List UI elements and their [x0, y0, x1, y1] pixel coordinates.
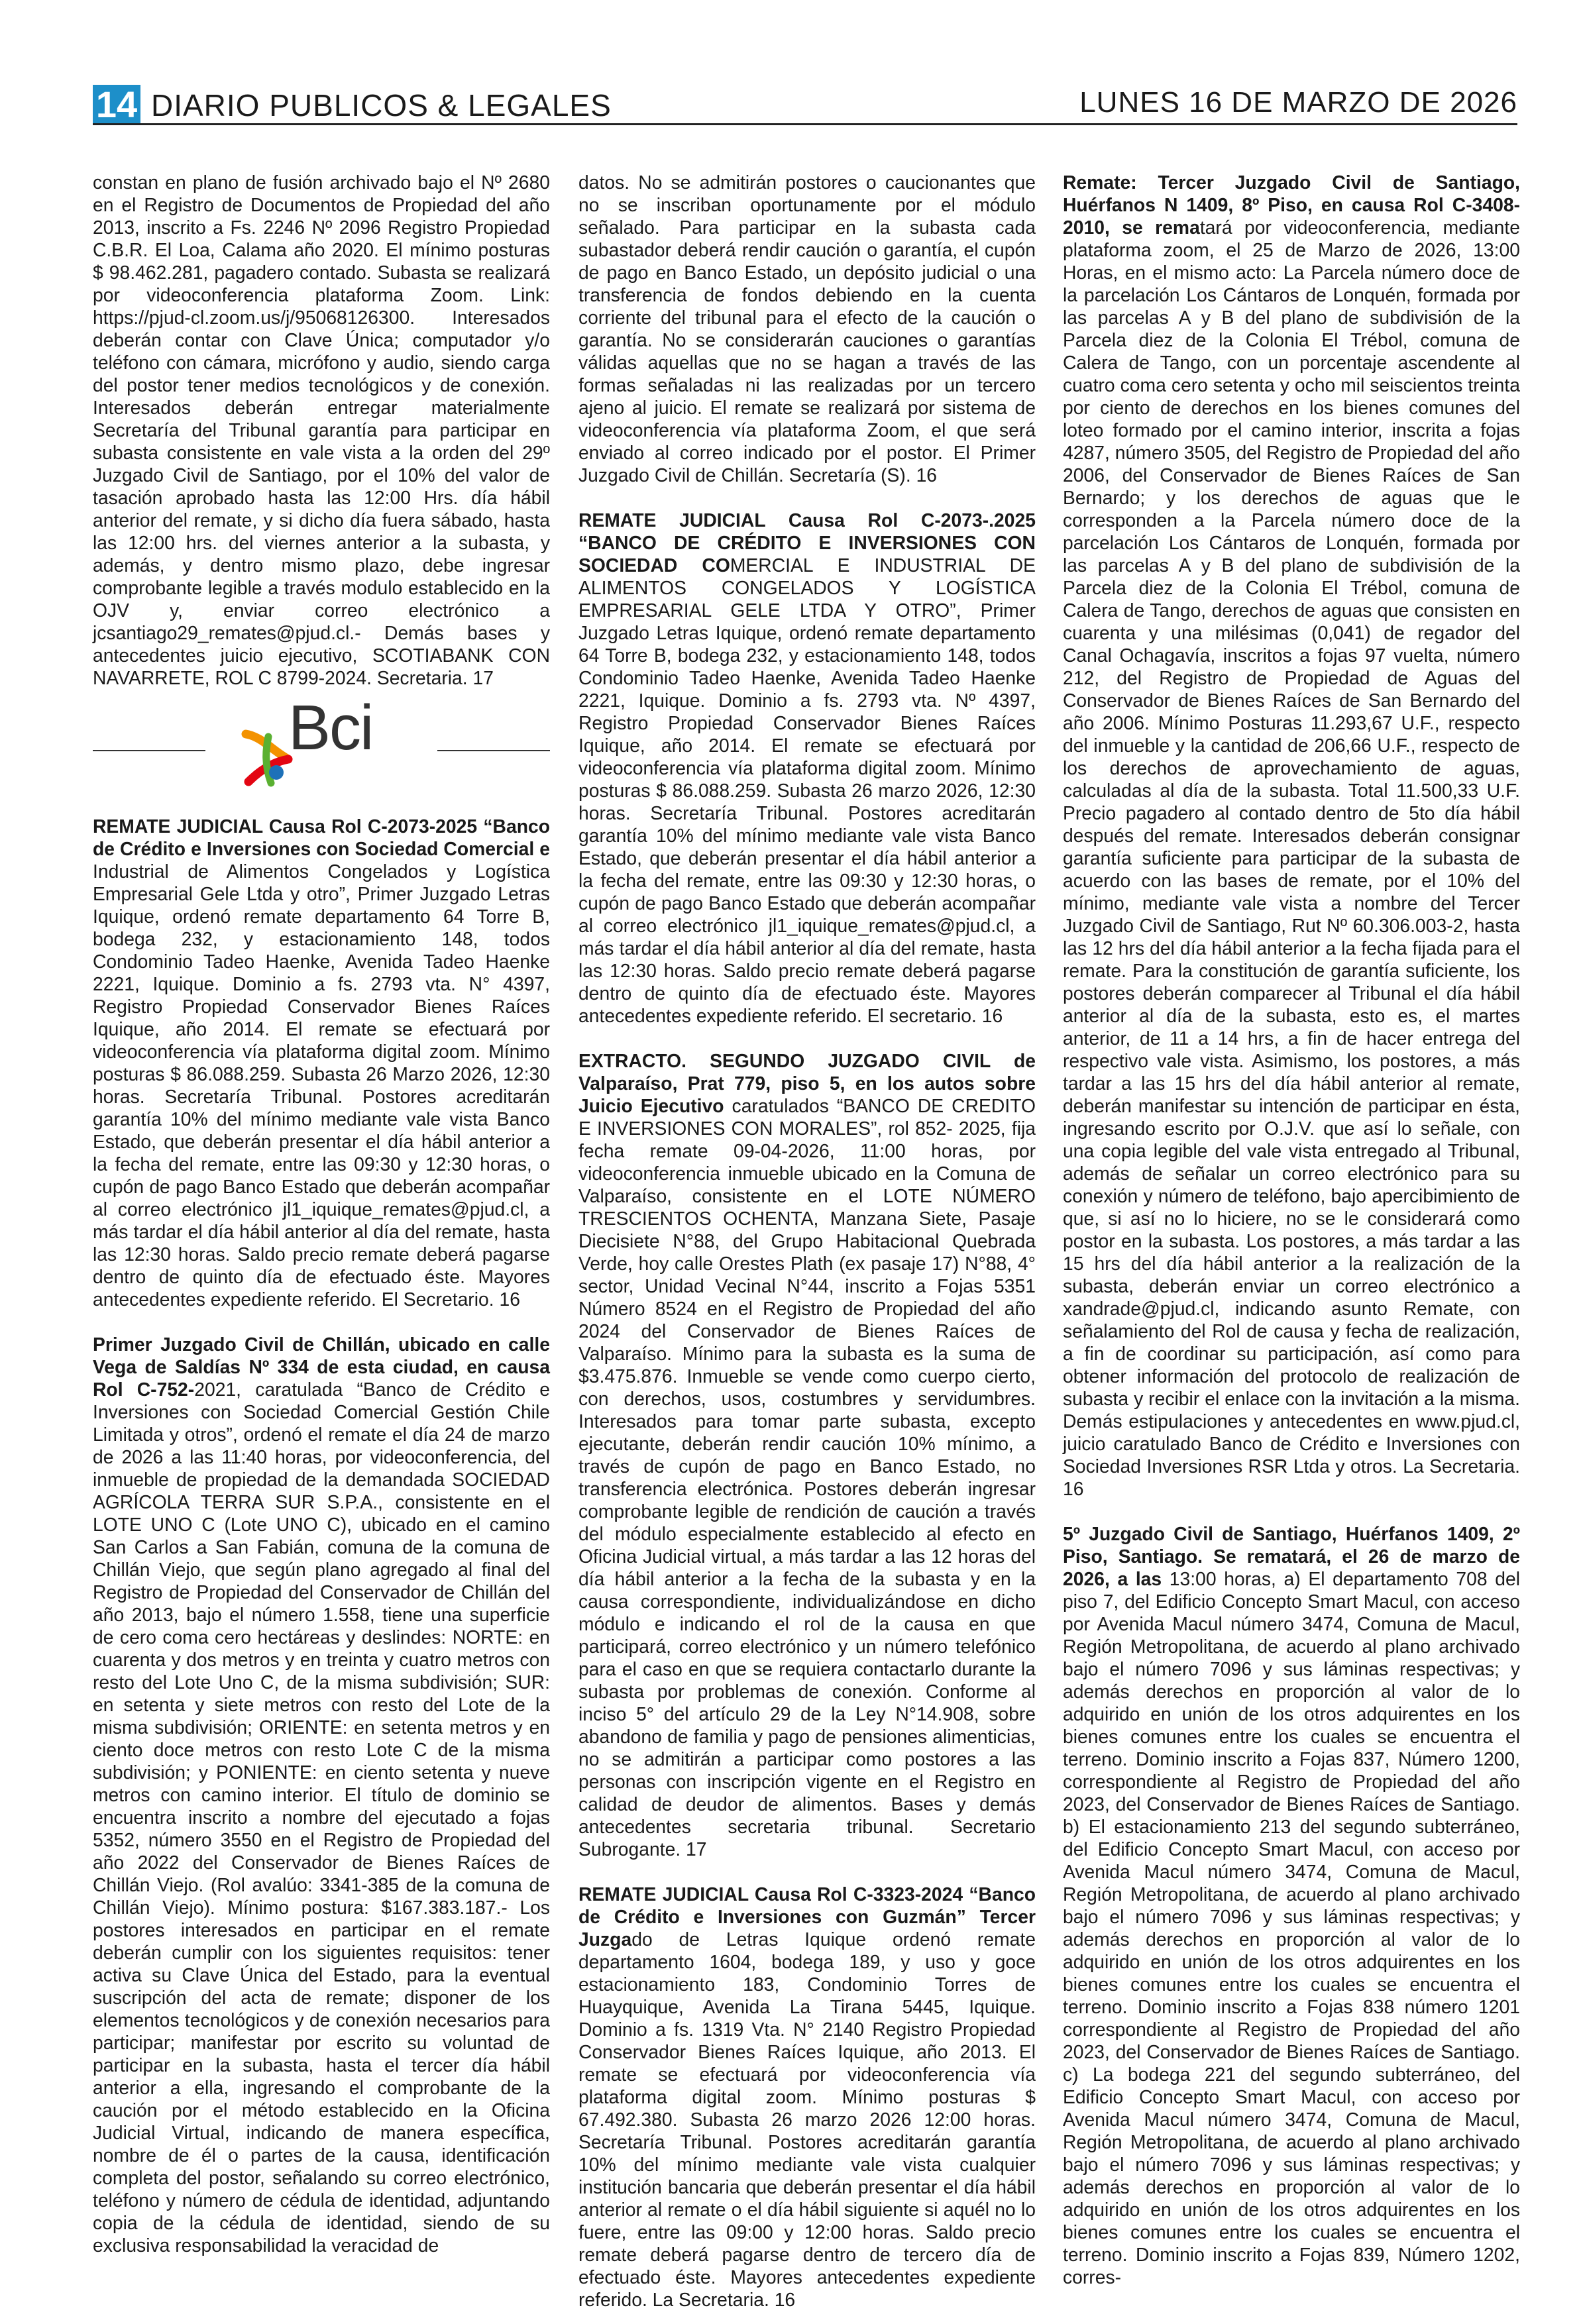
legal-notice — [93, 815, 550, 1310]
column-3 — [1063, 171, 1520, 2288]
legal-notice — [93, 171, 550, 689]
notice-title: 5º Juzgado Civil de Santiago, Huérfanos 1409, 2º Piso, Santiago. Se rematará, el 26 de marzo de 2026, a las — [1063, 1523, 1520, 1589]
column-2 — [578, 171, 1036, 2310]
notice-title: EXTRACTO. SEGUNDO JUZGADO CIVIL de Valparaíso, Prat 779, piso 5, en los autos sobre Juicio Ejecutivo — [578, 1050, 1036, 1116]
legal-notice — [578, 1883, 1036, 2311]
notice-body: do de Letras Iquique ordenó remate departamento 1604, bodega 189, y uso y goce estacionamiento 183, Condominio Torres de Huayquique, Avenida La Tirana 5445, Iquique. Dominio a fs. 1319 Vta. N° 2140 Registro Propiedad Conservador Bienes Raíces Iquique, año 2013. El remate se efectuará por videoconferencia vía plataforma digital zoom. Mínimo posturas $ 67.492.380. Subasta 26 marzo 2026 12:00 horas. Secretaría Tribunal. Postores acreditarán garantía 10% del mínimo mediante vale vista cualquier institución bancaria que deberán presentar el día hábil anterior al remate o el día hábil siguiente si aquél no lo fuere, entre las 09:00 y 12:00 horas. Saldo precio remate deberá pagarse dentro de tercero día de efectuado éste. Mayores antecedentes expediente referido. La Secretaria. 16 — [578, 1928, 1036, 2310]
notice-body: Industrial de Alimentos Congelados y Logística Empresarial Gele Ltda y otro”, Primer Juzgado Letras Iquique, ordenó remate departamento 64 Torre B, bodega 232, y estacionamiento 148, todos Condominio Tadeo Haenke, Avenida Tadeo Haenke 2221, Iquique. Dominio a fs. 2793 vta. N° 4397, Registro Propiedad Conservador Bienes Raíces Iquique, año 2014. El remate se efectuará por videoconferencia vía plataforma digital zoom. Mínimo posturas $ 86.088.259. Subasta 26 Marzo 2026, 12:30 horas. Secretaría Tribunal. Postores acreditarán garantía 10% del mínimo mediante vale vista Banco Estado, que deberán presentar el día hábil anterior a la fecha del remate, entre las 09:30 y 12:30 horas, o cupón de pago Banco Estado que deberán acompañar al correo electrónico jl1_iquique_remates@pjud.cl, a más tardar el día hábil anterior al día del remate, hasta las 12:30 horas. Saldo precio remate deberá pagarse dentro de quinto día de efectuado éste. Mayores antecedentes expediente referido. El Secretario. 16 — [93, 861, 550, 1310]
notice-body: 13:00 horas, a) El departamento 708 del piso 7, del Edificio Concepto Smart Macul, con acceso por Avenida Macul número 3474, Comuna de Macul, Región Metropolitana, de acuerdo al plano archivado bajo el número 7096 y sus láminas respectivas; y además derechos en proporción al valor de lo adquirido en unión de los otros adquirentes en los bienes comunes entre los cuales se encuentra el terreno. Dominio inscrito a Fojas 837, Número 1200, correspondiente al Registro de Propiedad del año 2023, del Conservador de Bienes Raíces de Santiago. b) El estacionamiento 213 del segundo subterráneo, del Edificio Concepto Smart Macul, con acceso por Avenida Macul número 3474, Comuna de Macul, Región Metropolitana, de acuerdo al plano archivado bajo el número 7096 y sus láminas respectivas; y además derechos en proporción al valor de lo adquirido en unión de los otros adquirentes en los bienes comunes entre los cuales se encuentra el terreno. Dominio inscrito a Fojas 838 número 1201 correspondiente al Registro de Propiedad del año 2023, del Conservador de Bienes Raíces de Santiago. c) La bodega 221 del segundo subterráneo, del Edificio Concepto Smart Macul, con acceso por Avenida Macul número 3474, Comuna de Macul, Región Metropolitana, de acuerdo al plano archivado bajo el número 7096 y sus láminas respectivas; y además derechos en proporción al valor de lo adquirido en unión de los otros adquirentes en los bienes comunes entre los cuales se encuentra el terreno. Dominio inscrito a Fojas 839, Número 1202, corres- — [1063, 1568, 1520, 2288]
notice-body: constan en plano de fusión archivado bajo el Nº 2680 en el Registro de Documentos de Propiedad del año 2013, inscrito a Fs. 2246 Nº 2096 Registro Propiedad C.B.R. El Loa, Calama año 2020. El mínimo posturas $ 98.462.281, pagadero contado. Subasta se realizará por videoconferencia plataforma Zoom. Link: https://pjud-cl.zoom.us/j/95068126300. Interesados deberán contar con Clave Única; computador y/o teléfono con cámara, micrófono y audio, siendo carga del postor tener medios tecnológicos y de conexión. Interesados deberán entregar materialmente Secretaría del Tribunal garantía para participar en subasta consistente en vale vista a la orden del 29º Juzgado Civil de Santiago, por el 10% del valor de tasación aprobado hasta las 12:00 Hrs. día hábil anterior del remate, y si dicho día fuera sábado, hasta las 12:00 hrs. del viernes anterior a la subasta, y además, y dentro mismo plazo, debe ingresar comprobante legible a través modulo establecido en la OJV y, enviar correo electrónico a jcsantiago29_remates@pjud.cl.- Demás bases y antecedentes juicio ejecutivo, SCOTIABANK CON NAVARRETE, ROL C 8799-2024. Secretaria. 17 — [93, 172, 550, 688]
notice-title: REMATE JUDICIAL Causa Rol C-2073-.2025 “BANCO DE CRÉDITO E INVERSIONES CON SOCIEDAD CO — [578, 509, 1036, 576]
legal-notice — [578, 171, 1036, 486]
notice-body: 2021, caratulada “Banco de Crédito e Inversiones con Sociedad Comercial Gestión Chile Limitada y otros”, ordenó el remate el día 24 de marzo de 2026 a las 11:40 horas, por videoconferencia, del inmueble de propiedad de la demandada SOCIEDAD AGRÍCOLA TERRA SUR S.P.A., consistente en el LOTE UNO C (Lote UNO C), ubicado en el camino San Carlos a San Fabián, comuna de la comuna de Chillán Viejo, que según plano agregado al final del Registro de Propiedad del Conservador de Chillán del año 2013, bajo el número 1.558, tiene una superficie de cero coma cero hectáreas y deslindes: NORTE: en cuarenta y dos metros y en treinta y cuatro metros con resto del Lote Uno C, de la misma subdivisión; SUR: en setenta y siete metros con resto del Lote de la misma subdivisión; ORIENTE: en setenta metros y en ciento doce metros con resto Lote C de la misma subdivisión; y PONIENTE: en ciento setenta y nueve metros con camino interior. El título de dominio se encuentra inscrito a nombre del ejecutado a fojas 5352, número 3550 en el Registro de Propiedad del año 2022 del Conservador de Bienes Raíces de Chillán Viejo. (Rol avalúo: 3341-385 de la comuna de Chillán Viejo). Mínimo postura: $167.383.187.- Los postores interesados en participar en el remate deberán cumplir con los siguientes requisitos: tener activa su Clave Única del Estado, para la eventual suscripción del acta de remate; disponer de los elementos tecnológicos y de conexión necesarios para participar; manifestar por escrito su voluntad de participar en la subasta, hasta el tercer día hábil anterior a ella, ingresando el comprobante de la caución por el método establecido en la Oficina Judicial Virtual, indicando de manera específica, nombre de él o partes de la causa, identificación completa del postor, señalando su correo electrónico, teléfono y número de cédula de identidad, adjuntando copia de la cédula de identidad, siendo de su exclusiva responsabilidad la veracidad de — [93, 1379, 551, 2256]
page-number: 14 — [93, 85, 140, 125]
legal-notice — [578, 509, 1036, 1027]
logo-rule-right — [437, 750, 550, 751]
header-rule — [93, 123, 1517, 125]
legal-notice — [93, 1333, 550, 2256]
issue-date: LUNES 16 DE MARZO DE 2026 — [1079, 86, 1517, 119]
logo-dot-blue — [269, 765, 284, 780]
bci-x-icon — [242, 730, 295, 790]
notice-body: MERCIAL E INDUSTRIAL DE ALIMENTOS CONGELADOS Y LOGÍSTICA EMPRESARIAL GELE LTDA Y OTRO”, Primer Juzgado Letras Iquique, ordenó remate departamento 64 Torre B, bodega 232, y estacionamiento 148, todos Condominio Tadeo Haenke, Avenida Tadeo Haenke 2221, Iquique. Dominio a fs. 2793 vta. Nº 4397, Registro Propiedad Conservador Bienes Raíces Iquique, año 2014. El remate se efectuará por videoconferencia vía plataforma digital zoom. Mínimo posturas $ 86.088.259. Subasta 26 marzo 2026, 12:30 horas. Secretaría Tribunal. Postores acreditarán garantía 10% del mínimo mediante vale vista Banco Estado, que deberán presentar el día hábil anterior a la fecha del remate, entre las 09:30 y 12:30 horas, o cupón de pago Banco Estado que deberán acompañar al correo electrónico jl1_iquique_remates@pjud.cl, a más tardar el día hábil anterior al día del remate, hasta las 12:30 horas. Saldo precio remate deberá pagarse dentro de quinto día de efectuado éste. Mayores antecedentes expediente referido. El secretario. 16 — [578, 555, 1036, 1026]
legal-notice — [1063, 171, 1520, 1500]
bci-wordmark: Bci — [288, 692, 373, 763]
bci-logo-mark — [242, 692, 401, 783]
notice-body: caratulados “BANCO DE CREDITO E INVERSIONES CON MORALES”, rol 852- 2025, fija fecha remate 09-04-2026, 11:00 horas, por videoconferencia inmueble ubicado en la Comuna de Valparaíso, consistente en el LOTE NÚMERO TRESCIENTOS OCHENTA, Manzana Siete, Pasaje Diecisiete N°88, del Grupo Habitacional Quebrada Verde, hoy calle Orestes Plath (ex pasaje 17) N°88, 4° sector, Unidad Vecinal N°44, inscrito a Fojas 5351 Número 8524 en el Registro de Propiedad del año 2024 del Conservador de Bienes Raíces de Valparaíso. Mínimo para la subasta es la suma de $3.475.876. Inmueble se vende como cuerpo cierto, con derechos, usos, costumbres y servidumbres. Interesados para tomar parte subasta, excepto ejecutante, deberán rendir caución 10% mínimo, a través de cupón de pago en Banco Estado, no transferencia electrónica. Postores deberán ingresar comprobante legible de rendición de caución a través del módulo especialmente establecido al efecto en Oficina Judicial virtual, a más tardar a las 12 horas del día hábil anterior a la fecha de la subasta y en la causa correspondiente, individualizándose en dicho módulo e indicando el rol de la causa en que participará, correo electrónico y un número telefónico para el caso en que se requiera contactarlo durante la subasta por problemas de conexión. Conforme al inciso 5° del artículo 29 de la Ley N°14.908, sobre abandono de familia y pago de pensiones alimenticias, no se admitirán a participar como postores a las personas con inscripción vigente en el Registro en calidad de deudor de alimentos. Bases y demás antecedentes secretaria tribunal. Secretario Subrogante. 17 — [578, 1095, 1036, 1860]
notice-body: tará por videoconferencia, mediante plataforma zoom, el 25 de Marzo de 2026, 13:00 Horas, en el mismo acto: La Parcela número doce de la parcelación Los Cántaros de Lonquén, formada por las parcelas A y B del plano de subdivisión de la Parcela diez de la Colonia El Trébol, comuna de Calera de Tango, con un porcentaje ascendente al cuatro coma cero setenta y ocho mil seiscientos treinta por ciento de derechos en los bienes comunes del loteo formado por el camino interior, inscrita a fojas 4287, número 3505, del Registro de Propiedad del año 2006, del Conservador de Bienes Raíces de San Bernardo; y los derechos de aguas que le corresponden a la Parcela número doce de la parcelación Los Cántaros de Lonquén, formada por las parcelas A y B del plano de subdivisión de la Parcela diez de la Colonia El Trébol, comuna de Calera de Tango, derechos de aguas que consisten en cuarenta y una milésimas (0,041) de regador del Canal Ochagavía, inscritos a fojas 97 vuelta, número 212, del Registro de Propiedad de Aguas del Conservador de Bienes Raíces de San Bernardo del año 2006. Mínimo Posturas 11.293,67 U.F., respecto del inmueble y la cantidad de 206,66 U.F., respecto de los derechos de aprovechamiento de aguas, calculadas al día de la subasta. Total 11.500,33 U.F. Precio pagadero al contado dentro de 5to día hábil después del remate. Interesados deberán consignar garantía suficiente para participar de la subasta de acuerdo con las bases de remate, por el 10% del mínimo, mediante vale vista a nombre del Tercer Juzgado Civil de Santiago, Rut Nº 60.306.003-2, hasta las 12 hrs del día hábil anterior a la fecha fijada para el remate. Para la constitución de garantía suficiente, los postores deberán comparecer al Tribunal el día hábil anterior al día de la subasta, esto es, el martes anterior, de 11 a 14 hrs, a fin de hacer entrega del respectivo vale vista. Asimismo, los postores, a más tardar a las 15 hrs del día hábil anterior al remate, deberán manifestar su intención de participar en ésta, ingresando escrito por O.J.V. que así lo señale, con una copia legible del vale vista entregado al Tribunal, además de señalar un correo electrónico para su conexión y número de teléfono, bajo apercibimiento de que, si así no lo hiciere, no se le considerará como postor en la subasta. Los postores, a más tardar a las 15 hrs del día hábil anterior a la realización de la subasta, deberán enviar un correo electrónico a xandrade@pjud.cl, indicando asunto Remate, con señalamiento del Rol de causa y fecha de realización, a fin de coordinar su participación, así como para obtener información del protocolo de realización de subasta y recibir el enlace con la invitación a la misma. Demás estipulaciones y antecedentes en www.pjud.cl, juicio caratulado Banco de Crédito e Inversiones con Sociedad Inversiones RSR Ltda y otros. La Secretaria. 16 — [1063, 217, 1520, 1499]
column-1 — [93, 171, 550, 2264]
bci-logo — [93, 692, 550, 791]
legal-notice — [1063, 1522, 1520, 2288]
publication-title: DIARIO PUBLICOS & LEGALES — [151, 88, 612, 123]
notice-title: REMATE JUDICIAL Causa Rol C-2073-2025 “Banco de Crédito e Inversiones con Sociedad Comercial e — [93, 816, 550, 859]
legal-notice — [578, 1049, 1036, 1860]
notice-title: REMATE JUDICIAL Causa Rol C-3323-2024 “Banco de Crédito e Inversiones con Guzmán” Tercer Juzga — [578, 1883, 1036, 1950]
logo-rule-left — [93, 750, 205, 751]
notice-title: Remate: Tercer Juzgado Civil de Santiago, Huérfanos N 1409, 8º Piso, en causa Rol C-3408-2010, se rema — [1063, 172, 1520, 238]
notice-body: datos. No se admitirán postores o caucionantes que no se inscriban oportunamente por el módulo señalado. Para participar en la subasta cada subastador deberá rendir caución o garantía, el cupón de pago en Banco Estado, un depósito judicial o una transferencia de fondos debiendo en la cuenta corriente del tribunal para el efecto de la caución o garantía. No se considerarán cauciones o garantías válidas aquellas que no se hagan a través de las formas señaladas ni las realizadas por un tercero ajeno al juicio. El remate se realizará por sistema de videoconferencia vía plataforma Zoom, el que será enviado al correo indicado por el postor. El Primer Juzgado Civil de Chillán. Secretaría (S). 16 — [578, 172, 1036, 486]
notice-title: Primer Juzgado Civil de Chillán, ubicado en calle Vega de Saldías Nº 334 de esta ciudad, en causa Rol C-752- — [93, 1334, 550, 1400]
page-header — [93, 79, 1517, 126]
